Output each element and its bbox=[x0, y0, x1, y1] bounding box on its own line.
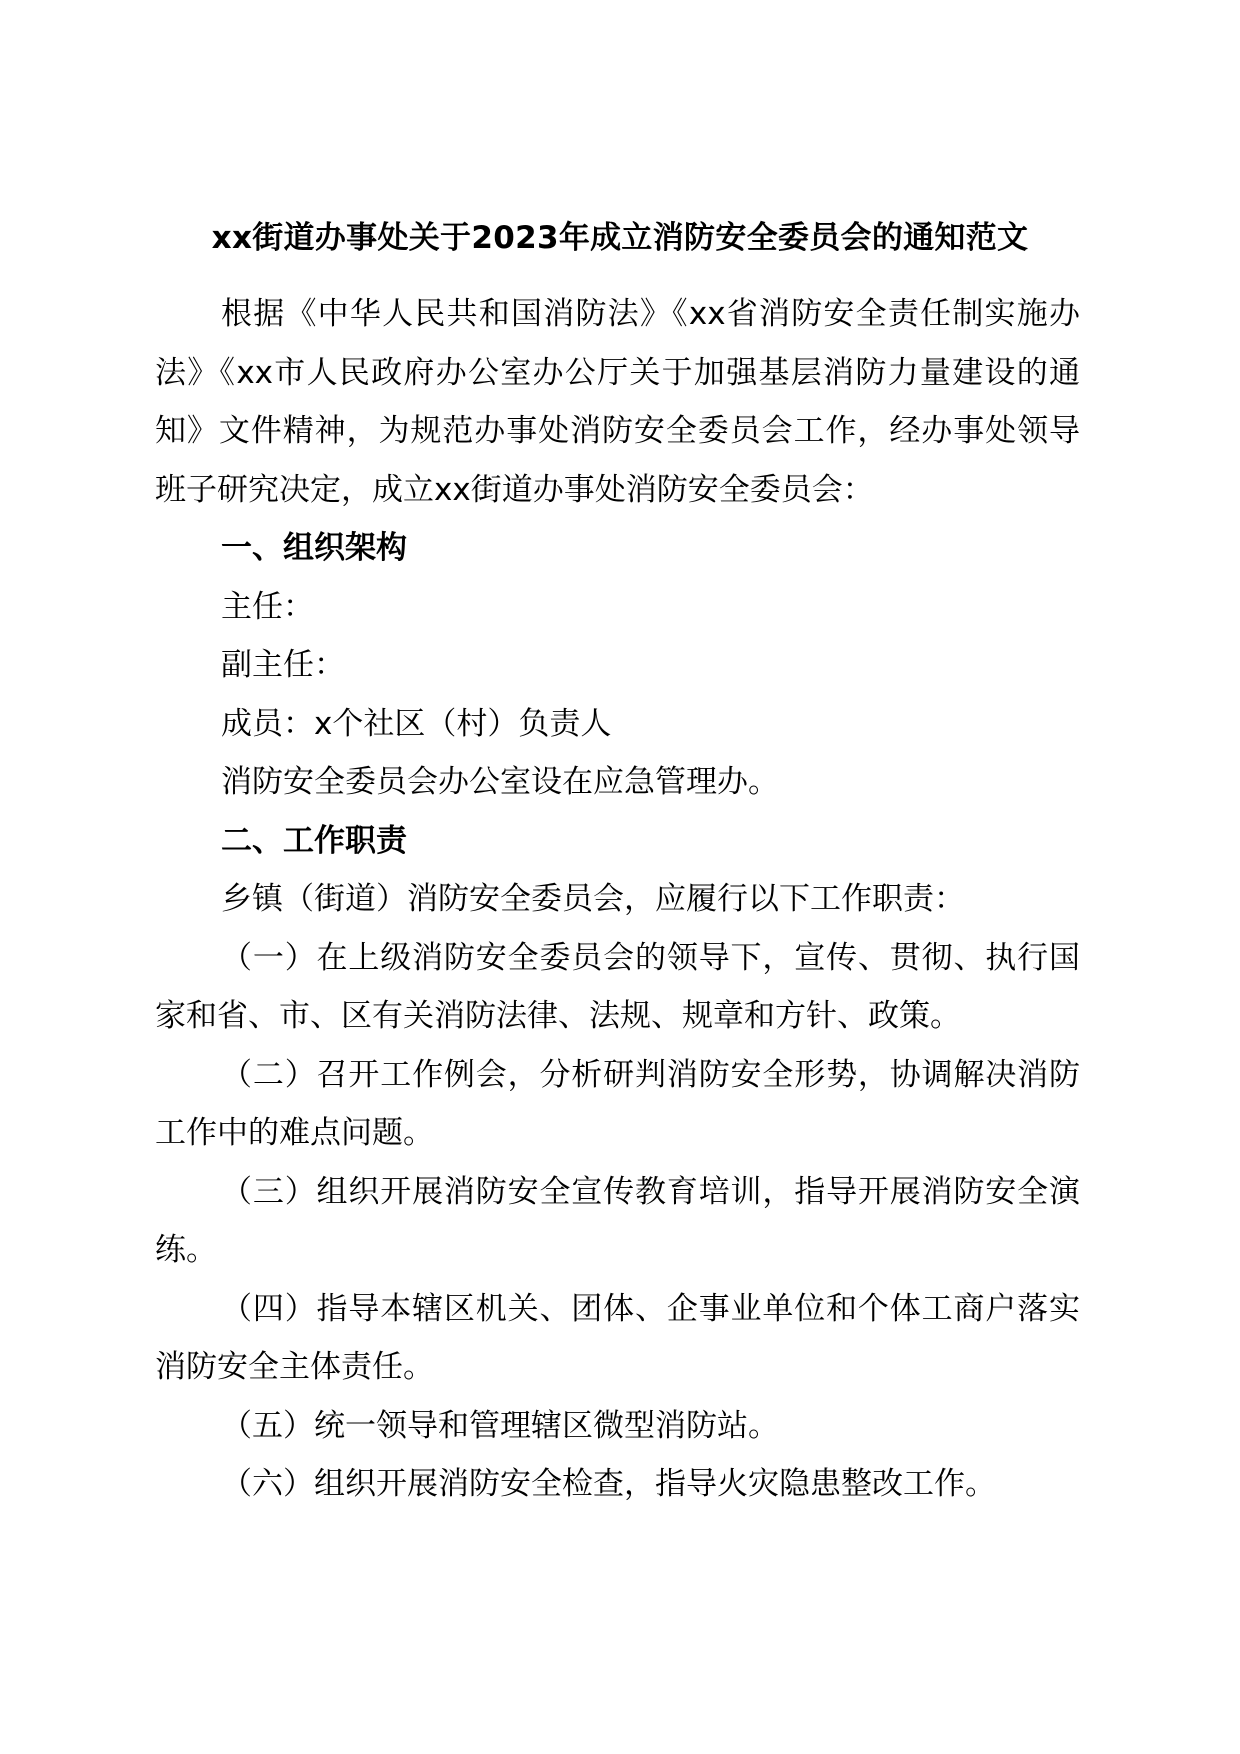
duty-item-4: （四）指导本辖区机关、团体、企事业单位和个体工商户落实消防安全主体责任。 bbox=[155, 1290, 1080, 1385]
intro-paragraph: 根据《中华人民共和国消防法》《xx省消防安全责任制实施办法》《xx市人民政府办公室办公厅关于加强基层消防力量建设的通知》文件精神，为规范办事处消防安全委员会工作，经办事处领导班子研究决定，成立xx街道办事处消防安全委员会： bbox=[155, 296, 1080, 508]
members-line: 成员：x个社区（村）负责人 bbox=[221, 705, 612, 742]
duty-item-1: （一）在上级消防安全委员会的领导下，宣传、贯彻、执行国家和省、市、区有关消防法律、法规、规章和方针、政策。 bbox=[155, 939, 1080, 1034]
duties-lead-paragraph: 乡镇（街道）消防安全委员会，应履行以下工作职责： bbox=[221, 881, 965, 917]
section-heading-organization: 一、组织架构 bbox=[221, 530, 407, 566]
document-body bbox=[155, 285, 1080, 1514]
section-heading-duties: 二、工作职责 bbox=[221, 822, 407, 859]
duty-item-3: （三）组织开展消防安全宣传教育培训，指导开展消防安全演练。 bbox=[155, 1173, 1080, 1268]
director-line: 主任： bbox=[221, 588, 314, 625]
duty-item-5: （五）统一领导和管理辖区微型消防站。 bbox=[221, 1407, 779, 1444]
deputy-director-line: 副主任： bbox=[221, 647, 345, 683]
document-title: xx街道办事处关于2023年成立消防安全委员会的通知范文 bbox=[211, 220, 1029, 256]
duty-item-2: （二）召开工作例会，分析研判消防安全形势，协调解决消防工作中的难点问题。 bbox=[155, 1056, 1080, 1151]
office-line: 消防安全委员会办公室设在应急管理办。 bbox=[221, 764, 779, 800]
duty-item-6: （六）组织开展消防安全检查，指导火灾隐患整改工作。 bbox=[221, 1466, 996, 1502]
